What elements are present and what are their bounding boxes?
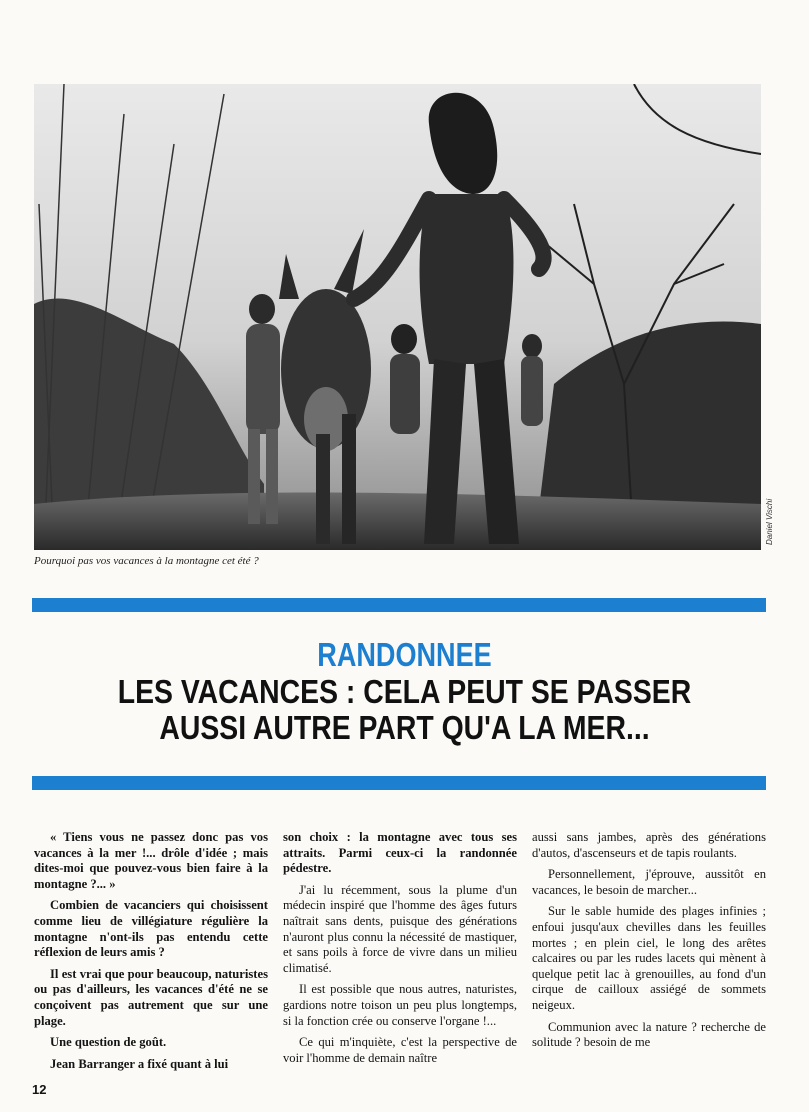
paragraph: Sur le sable humide des plages infinies ; enfoui jusqu'aux chevilles dans les feuilles mortes ; en plein ciel, le long des arêtes calcaires ou par les rudes lacets qui mènent à quelque petit lac à grenouilles, au fond d'un cirque de cailloux assiégé de sommets neigeux. bbox=[532, 904, 766, 1012]
article-title-line1: LES VACANCES : CELA PEUT SE PASSER bbox=[117, 673, 692, 710]
paragraph: Il est possible que nous autres, naturistes, gardions notre toison un peu plus longtemps, si la fonction crée ou conserve l'organe !... bbox=[283, 982, 517, 1028]
paragraph: Ce qui m'inquiète, c'est la perspective de voir l'homme de demain naître bbox=[283, 1035, 517, 1065]
paragraph: J'ai lu récemment, sous la plume d'un médecin inspiré que l'homme des âges futurs naîtrait sans dents, puisque des générations n'auront plus connu la nécessité de mastiquer, et sans poils à force de vivre dans un milieu climatisé. bbox=[283, 882, 517, 975]
paragraph: Il est vrai que pour beaucoup, naturistes ou pas d'ailleurs, les vacances d'été ne se conçoivent pas autrement que sur une plage. bbox=[34, 966, 268, 1028]
paragraph: « Tiens vous ne passez donc pas vos vacances à la mer !... drôle d'idée ; mais dites-moi que pouvez-vous bien faire à la montagne ?... » bbox=[34, 830, 268, 891]
hiking-photo bbox=[34, 84, 761, 550]
photo-credit: Daniel Vischi bbox=[765, 498, 774, 545]
article-column-1 bbox=[34, 830, 268, 1078]
article-title-line2: AUSSI AUTRE PART QU'A LA MER... bbox=[159, 709, 650, 746]
paragraph: Jean Barranger a fixé quant à lui bbox=[50, 1056, 229, 1071]
paragraph: Combien de vacanciers qui choisissent comme lieu de villégiature régulière la montagne n'ont-ils pas entendu cette réflexion de leurs amis ? bbox=[34, 898, 268, 960]
article-kicker: RANDONNEE bbox=[317, 636, 492, 673]
photo-caption: Pourquoi pas vos vacances à la montagne cet été ? bbox=[34, 555, 259, 567]
paragraph: son choix : la montagne avec tous ses attraits. Parmi ceux-ci la randonnée pédestre. bbox=[283, 830, 517, 876]
article-column-2 bbox=[283, 830, 517, 1072]
top-blue-band bbox=[32, 598, 766, 612]
paragraph: Communion avec la nature ? recherche de solitude ? besoin de me bbox=[532, 1019, 766, 1050]
paragraph: aussi sans jambes, après des générations d'autos, d'ascenseurs et de tapis roulants. bbox=[532, 830, 766, 860]
bottom-blue-band bbox=[32, 776, 766, 790]
paragraph: Personnellement, j'éprouve, aussitôt en vacances, le besoin de marcher... bbox=[532, 867, 766, 897]
article-heading bbox=[0, 636, 809, 746]
paragraph: Une question de goût. bbox=[50, 1035, 167, 1050]
article-column-3 bbox=[532, 830, 766, 1057]
photo-illustration bbox=[34, 84, 761, 550]
page-number: 12 bbox=[32, 1082, 47, 1097]
